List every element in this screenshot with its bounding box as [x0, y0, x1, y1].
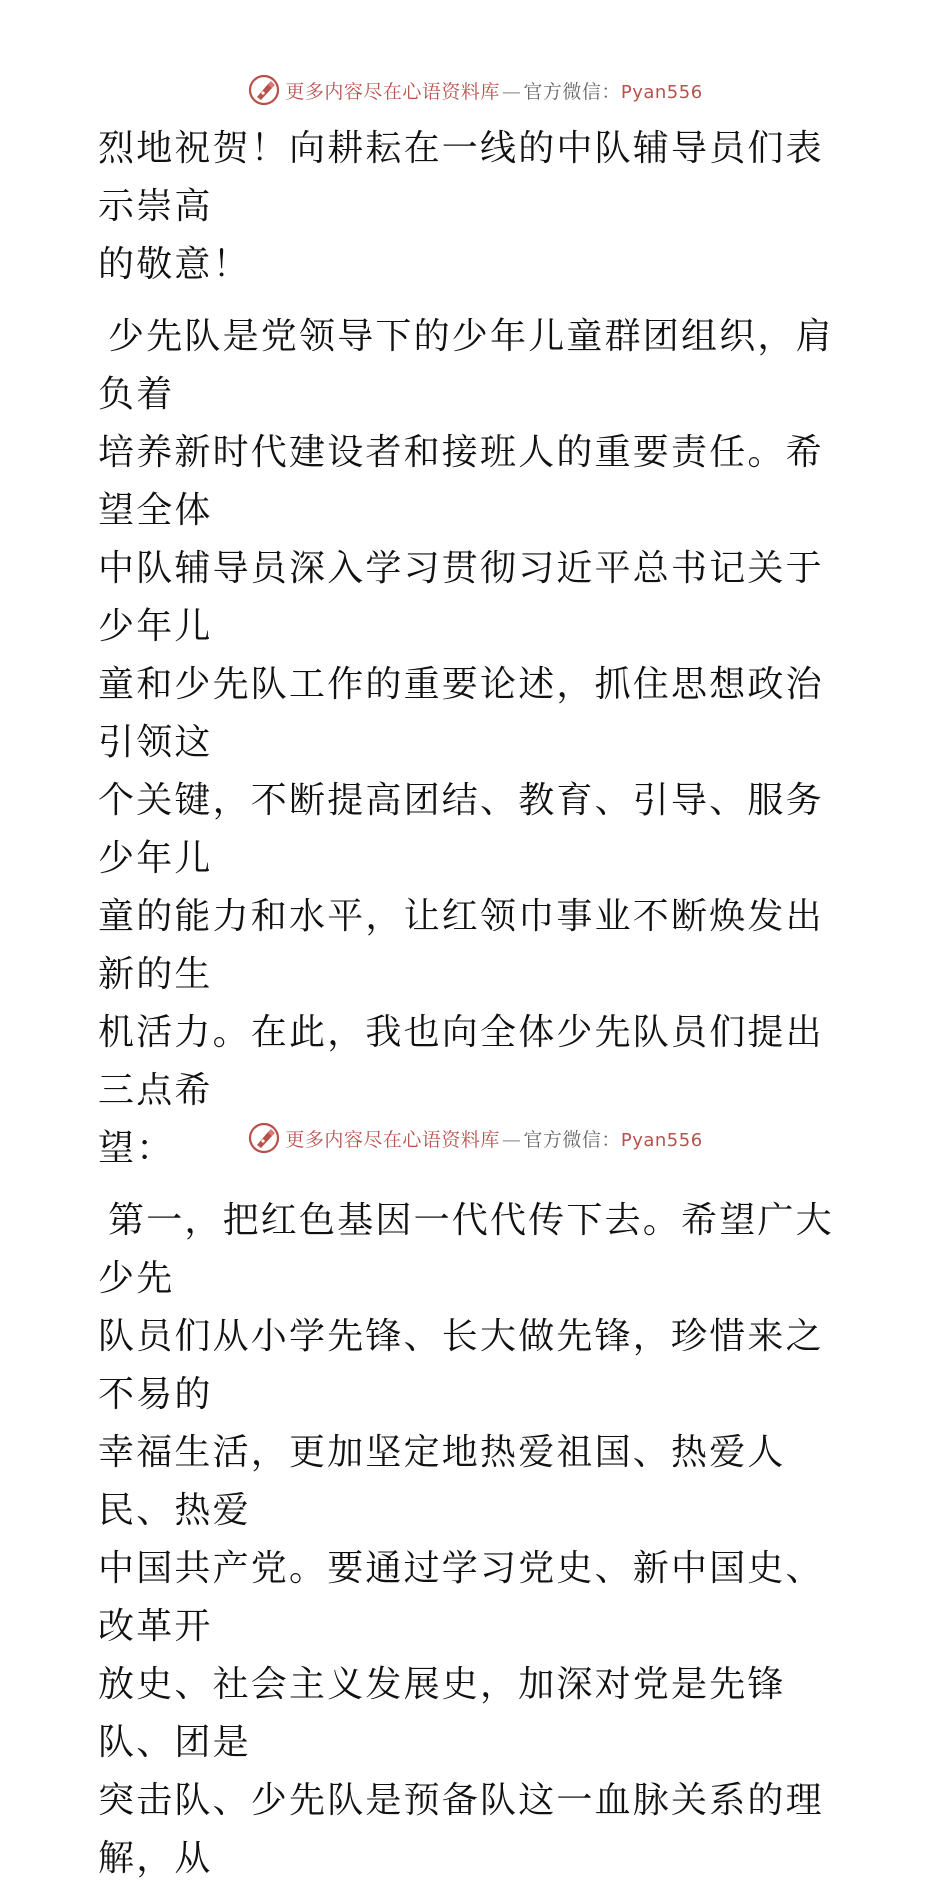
watermark-main: 更多内容尽在心语资料库	[285, 80, 500, 103]
watermark-dash: —	[501, 1128, 522, 1151]
text-line: 第一，把红色基因一代代传下去。希望广大少先	[98, 1200, 834, 1299]
text-line: 放史、社会主义发展史，加深对党是先锋队、团是	[98, 1664, 786, 1763]
watermark-main: 更多内容尽在心语资料库	[285, 1128, 500, 1151]
text-line: 中国共产党。要通过学习党史、新中国史、改革开	[98, 1548, 824, 1647]
text-line: 童的能力和水平，让红领巾事业不断焕发出新的生	[98, 896, 824, 995]
text-line: 机活力。在此，我也向全体少先队员们提出三点希	[98, 1012, 824, 1111]
header-watermark	[0, 70, 950, 110]
text-line: 幸福生活，更加坚定地热爱祖国、热爱人民、热爱	[98, 1432, 786, 1531]
paragraph-3	[98, 1192, 858, 1888]
text-line: 中队辅导员深入学习贯彻习近平总书记关于少年儿	[98, 548, 824, 647]
text-line: 个关键，不断提高团结、教育、引导、服务少年儿	[98, 780, 824, 879]
watermark-text	[285, 1125, 702, 1152]
text-line: 队员们从小学先锋、长大做先锋，珍惜来之不易的	[98, 1316, 824, 1415]
paragraph-2	[98, 308, 858, 1178]
watermark-label: 官方微信：	[523, 1128, 621, 1151]
watermark-text	[285, 77, 702, 104]
text-line: 童和少先队工作的重要论述，抓住思想政治引领这	[98, 664, 824, 763]
watermark-handle: Pyan556	[620, 81, 703, 103]
text-line: 望：	[98, 1128, 175, 1169]
watermark-dash: —	[501, 80, 522, 103]
document-body	[98, 120, 858, 1902]
text-line: 突击队、少先队是预备队这一血脉关系的理解，从	[98, 1780, 824, 1879]
text-line: 烈地祝贺！向耕耘在一线的中队辅导员们表示崇高	[98, 128, 824, 227]
watermark-label: 官方微信：	[523, 80, 621, 103]
footer-watermark	[0, 1118, 950, 1158]
text-line: 少先队是党领导下的少年儿童群团组织，肩负着	[98, 316, 834, 415]
paragraph-1	[98, 120, 858, 294]
pen-nib-logo-icon	[247, 1121, 281, 1155]
pen-nib-logo-icon	[247, 73, 281, 107]
watermark-handle: Pyan556	[620, 1129, 703, 1151]
text-line: 培养新时代建设者和接班人的重要责任。希望全体	[98, 432, 824, 531]
text-line: 的敬意！	[98, 244, 251, 285]
